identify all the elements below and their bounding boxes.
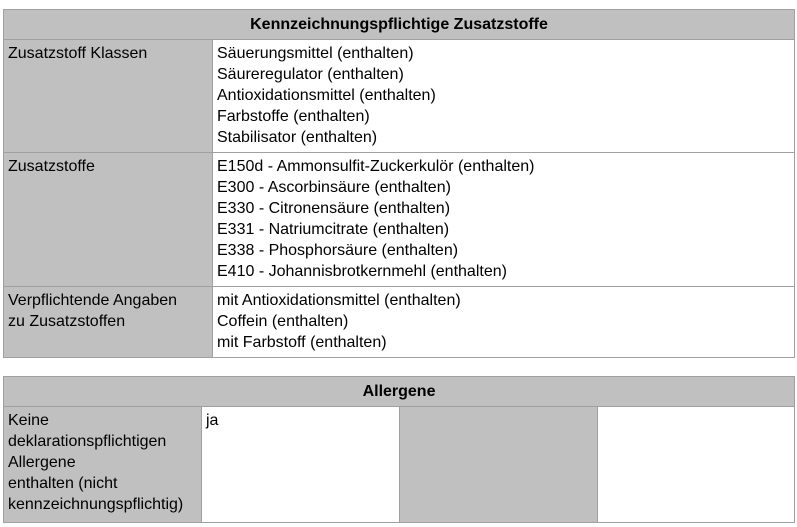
row-label-text: zu Zusatzstoffen	[8, 313, 126, 330]
list-item: Säureregulator (enthalten)	[217, 66, 404, 83]
allergene-table	[3, 376, 795, 523]
list-item: E300 - Ascorbinsäure (enthalten)	[217, 179, 451, 196]
table-row	[4, 287, 795, 358]
row-label-text: Zusatzstoff Klassen	[8, 45, 148, 62]
row-label-text: deklarationspflichtigen	[8, 433, 167, 450]
list-item: E410 - Johannisbrotkernmehl (enthalten)	[217, 263, 507, 280]
table-row	[4, 40, 795, 153]
row-label-text: Allergene	[8, 454, 76, 471]
zusatzstoffe-header-row	[4, 10, 795, 40]
list-item: mit Farbstoff (enthalten)	[217, 334, 387, 351]
row-label-zusatzstoff-klassen	[4, 40, 213, 153]
allergene-value: ja	[206, 412, 219, 429]
empty-label-cell	[400, 407, 598, 523]
list-item: Stabilisator (enthalten)	[217, 129, 378, 146]
list-item: Farbstoffe (enthalten)	[217, 108, 370, 125]
row-label-zusatzstoffe	[4, 153, 213, 287]
row-values-verpflichtende-angaben	[213, 287, 795, 358]
row-label-verpflichtende-angaben	[4, 287, 213, 358]
empty-value-cell	[598, 407, 795, 523]
list-item: E330 - Citronensäure (enthalten)	[217, 200, 451, 217]
list-item: Coffein (enthalten)	[217, 313, 349, 330]
row-label-text: Zusatzstoffe	[8, 158, 95, 175]
table-row	[4, 407, 795, 523]
row-label-text: Keine	[8, 412, 49, 429]
table-row	[4, 153, 795, 287]
list-item: E338 - Phosphorsäure (enthalten)	[217, 242, 459, 259]
list-item: mit Antioxidationsmittel (enthalten)	[217, 292, 461, 309]
row-value-allergene	[202, 407, 400, 523]
row-values-zusatzstoff-klassen	[213, 40, 795, 153]
row-label-text: kennzeichnungspflichtig)	[8, 496, 184, 513]
row-label-text: enthalten (nicht	[8, 475, 118, 492]
list-item: Säuerungsmittel (enthalten)	[217, 45, 414, 62]
zusatzstoffe-table	[3, 9, 795, 358]
zusatzstoffe-title: Kennzeichnungspflichtige Zusatzstoffe	[4, 10, 795, 40]
row-label-allergene	[4, 407, 202, 523]
row-values-zusatzstoffe	[213, 153, 795, 287]
allergene-title: Allergene	[4, 377, 795, 407]
list-item: E150d - Ammonsulfit-Zuckerkulör (enthalten)	[217, 158, 535, 175]
allergene-header-row	[4, 377, 795, 407]
row-label-text: Verpflichtende Angaben	[8, 292, 178, 309]
list-item: Antioxidationsmittel (enthalten)	[217, 87, 436, 104]
list-item: E331 - Natriumcitrate (enthalten)	[217, 221, 450, 238]
